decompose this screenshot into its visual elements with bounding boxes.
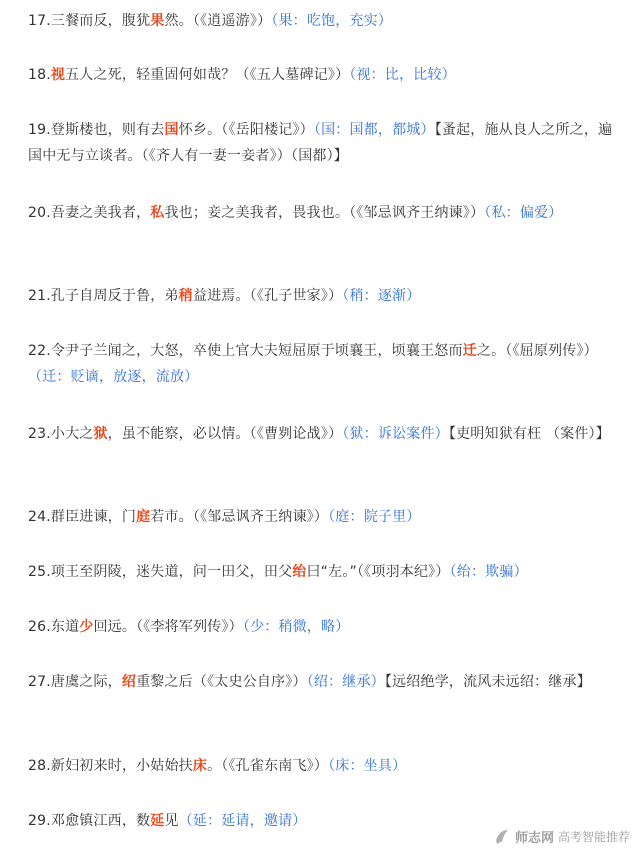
entry-22: [28, 338, 614, 390]
entry-text: 29.邓愈镇江西，数: [28, 813, 151, 829]
highlight-char: 绐: [292, 564, 307, 580]
entry-text: 若市。（《邹忌讽齐王纳谏》）: [150, 509, 329, 525]
entry-text: 五人之死，轻重固何如哉？（《五人墓碑记》）: [65, 67, 350, 83]
brand-logo-icon: [493, 827, 511, 845]
highlight-char: 稍: [178, 288, 193, 304]
entry-26: [28, 614, 614, 640]
entry-text: 28.新妇初来时，小姑始扶: [28, 758, 193, 774]
entry-text: 回远。（《李将军列传》）: [93, 619, 243, 635]
highlight-char: 绍: [121, 674, 137, 690]
extended-example: 【远绍绝学，流风未远绍：继承】: [384, 674, 591, 690]
watermark: [493, 824, 630, 848]
entry-text: 。（《孔雀东南飞》）: [207, 758, 329, 774]
entry-19: [28, 117, 614, 169]
entry-text: 益进焉。（《孔子世家》）: [192, 288, 343, 304]
entry-text: 怀乡。（《岳阳楼记》）: [178, 122, 314, 138]
entry-text: ，虽不能察，必以情。（《曹刿论战》）: [107, 426, 343, 442]
entry-18: [28, 62, 614, 88]
gloss-note: （稍：逐渐）: [342, 288, 421, 304]
entry-23: [28, 421, 614, 447]
highlight-char: 狱: [93, 426, 108, 442]
entry-text: 23.小大之: [28, 426, 94, 442]
entry-text: 之。（《屈原列传》）: [476, 343, 598, 359]
entry-text: 然。（《逍遥游》）: [164, 13, 272, 29]
highlight-char: 视: [50, 67, 66, 83]
entry-text: 27.唐虞之际，: [28, 674, 122, 690]
entry-text: 19.登斯楼也，则有去: [28, 122, 165, 138]
entry-text: 曰“左。”（《项羽本纪》）: [306, 564, 450, 580]
watermark-brand: 师志网: [514, 830, 554, 846]
highlight-char: 延: [150, 813, 165, 829]
watermark-tagline: 高考智能推荐: [557, 829, 630, 844]
extended-example: 【蚤起，施从良人之所之，遍国中无与立谈者。（《齐人有一妻一妾者》）（国都）】: [28, 122, 613, 164]
highlight-char: 床: [192, 758, 208, 774]
entry-text: 17.三餐而反，腹犹: [28, 13, 151, 29]
gloss-note: （迁：贬谪，放逐，流放）: [28, 369, 199, 385]
entry-text: 26.东道: [28, 619, 80, 635]
highlight-char: 果: [150, 13, 165, 29]
gloss-note: （私：偏爱）: [484, 205, 563, 221]
entry-28: [28, 753, 614, 779]
highlight-char: 迁: [462, 343, 477, 359]
entry-27: [28, 669, 614, 695]
entry-text: 21.孔子自周反于鲁，弟: [28, 288, 179, 304]
entry-text: 22.令尹子兰闻之，大怒，卒使上官大夫短屈原于顷襄王，顷襄王怒而: [28, 343, 463, 359]
entry-24: [28, 504, 614, 530]
entry-21: [28, 283, 614, 309]
gloss-note: （狱：诉讼案件）: [342, 426, 449, 442]
entry-17: [28, 8, 614, 34]
gloss-note: （少：稍微，略）: [242, 619, 350, 635]
highlight-char: 少: [79, 619, 94, 635]
entry-25: [28, 559, 614, 585]
highlight-char: 国: [164, 122, 179, 138]
entry-text: 20.吾妻之美我者，: [28, 205, 151, 221]
entry-text: 25.项王至阴陵，迷失道，问一田父，田父: [28, 564, 293, 580]
gloss-note: （绍：继承）: [306, 674, 385, 690]
gloss-note: （床：坐具）: [328, 758, 407, 774]
gloss-note: （视：比，比较）: [349, 67, 456, 83]
gloss-note: （国：国都，都城）: [313, 122, 435, 138]
gloss-note: （庭：院子里）: [328, 509, 421, 525]
gloss-note: （果：吃饱，充实）: [271, 13, 393, 29]
entry-text: 见: [164, 813, 179, 829]
gloss-note: （绐：欺骗）: [449, 564, 528, 580]
entry-text: 24.群臣进谏，门: [28, 509, 137, 525]
entry-text: 重黎之后（《太史公自序》）: [136, 674, 307, 690]
highlight-char: 庭: [136, 509, 151, 525]
entry-text: 我也；妾之美我者，畏我也。（《邹忌讽齐王纳谏》）: [164, 205, 485, 221]
entry-20: [28, 200, 614, 226]
gloss-note: （延：延请，邀请）: [178, 813, 307, 829]
extended-example: 【吏明知狱有枉 （案件）】: [448, 426, 610, 442]
highlight-char: 私: [150, 205, 165, 221]
entry-text: 18.: [28, 67, 51, 83]
